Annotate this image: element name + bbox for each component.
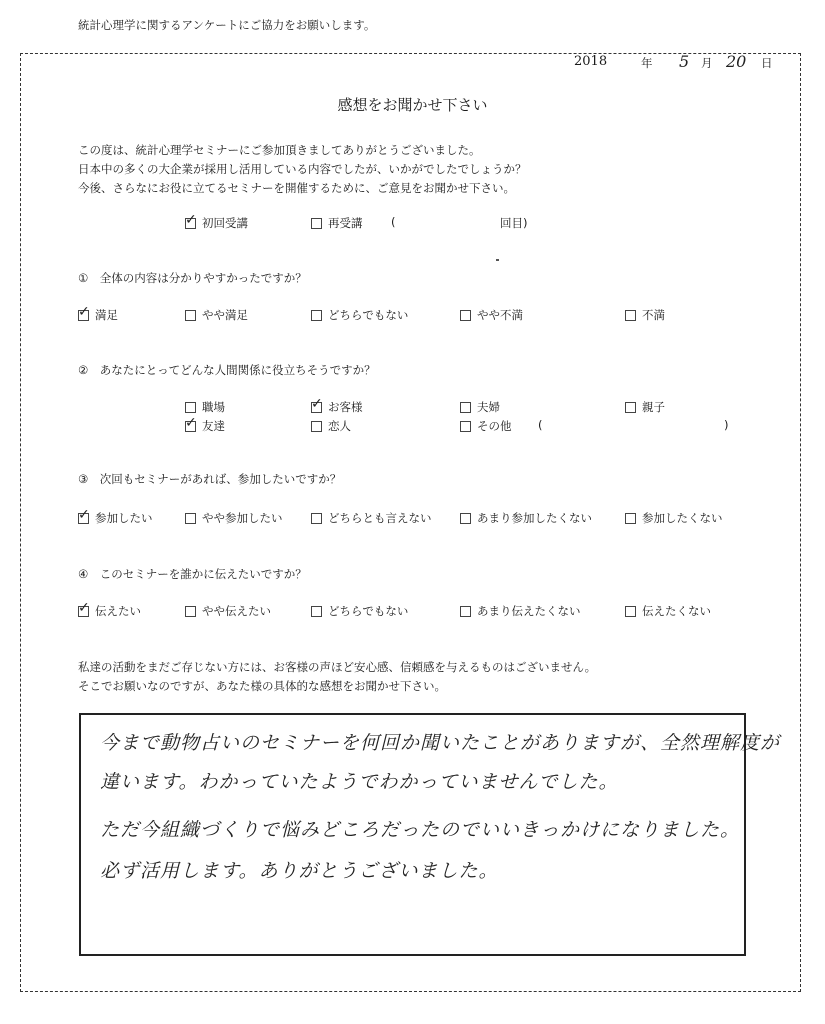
q1-option-1[interactable] bbox=[78, 303, 118, 323]
q2-option-6[interactable] bbox=[311, 418, 351, 434]
comment-line-3: ただ今組織づくりで悩みどころだったのでいいきっかけになりました。 bbox=[100, 819, 741, 841]
option-label: 参加したい bbox=[95, 511, 153, 525]
date-month: 5 bbox=[679, 52, 690, 71]
question-2: ② あなたにとってどんな人間関係に役立ちそうですか？ bbox=[78, 363, 376, 377]
option-label: 満足 bbox=[95, 308, 118, 322]
checkbox[interactable] bbox=[311, 310, 322, 321]
check-mark-icon: ✓ bbox=[78, 599, 90, 616]
q2-option-5[interactable] bbox=[185, 414, 225, 434]
checkbox[interactable] bbox=[460, 402, 471, 413]
q2-other-paren-open: ( bbox=[538, 418, 543, 432]
checkbox[interactable] bbox=[311, 513, 322, 524]
q4-option-1[interactable] bbox=[78, 599, 141, 619]
attendance-first-label: 初回受講 bbox=[202, 216, 248, 230]
checkbox[interactable] bbox=[78, 506, 90, 524]
option-label: 職場 bbox=[202, 400, 225, 414]
option-label: どちらとも言えない bbox=[328, 511, 432, 525]
q4-option-4[interactable] bbox=[460, 603, 581, 619]
check-mark-icon: ✓ bbox=[311, 395, 323, 412]
option-label: 親子 bbox=[642, 400, 665, 414]
intro-line-2: 日本中の多くの大企業が採用し活用している内容でしたが、いかがでしたでしょうか？ bbox=[78, 162, 527, 176]
survey-header: 統計心理学に関するアンケートにご協力をお願いします。 bbox=[78, 18, 376, 32]
checkbox[interactable] bbox=[625, 513, 636, 524]
checkbox[interactable] bbox=[460, 606, 471, 617]
checkbox[interactable] bbox=[625, 402, 636, 413]
q4-option-3[interactable] bbox=[311, 603, 408, 619]
option-label: 夫婦 bbox=[477, 400, 500, 414]
comment-line-2: 違います。わかっていたようでわかっていませんでした。 bbox=[100, 771, 619, 793]
check-mark-icon: ✓ bbox=[78, 506, 90, 523]
checkbox[interactable] bbox=[78, 599, 90, 617]
intro-line-1: この度は、統計心理学セミナーにご参加頂きましてありがとうございました。 bbox=[78, 143, 481, 157]
comment-line-1: 今まで動物占いのセミナーを何回か聞いたことがありますが、全然理解度が bbox=[100, 732, 781, 754]
check-mark-icon: ✓ bbox=[185, 414, 197, 431]
q2-option-3[interactable] bbox=[460, 399, 500, 415]
question-3: ③ 次回もセミナーがあれば、参加したいですか？ bbox=[78, 472, 342, 486]
checkbox[interactable] bbox=[311, 421, 322, 432]
q3-option-3[interactable] bbox=[311, 510, 432, 526]
option-label: 伝えたい bbox=[95, 604, 141, 618]
intro-line-3: 今後、さらなにお役に立てるセミナーを開催するために、ご意見をお聞かせ下さい。 bbox=[78, 181, 515, 195]
date-day: 20 bbox=[726, 52, 747, 71]
q1-option-5[interactable] bbox=[625, 307, 665, 323]
option-label: やや伝えたい bbox=[202, 604, 271, 618]
option-label: どちらでもない bbox=[328, 604, 409, 618]
option-label: 参加したくない bbox=[642, 511, 723, 525]
closing-line-1: 私達の活動をまだご存じない方には、お客様の声ほど安心感、信頼感を与えるものはございません。 bbox=[78, 660, 597, 674]
checkbox[interactable] bbox=[460, 513, 471, 524]
q2-option-4[interactable] bbox=[625, 399, 665, 415]
checkbox[interactable] bbox=[78, 303, 90, 321]
comment-line-4: 必ず活用します。ありがとうございました。 bbox=[100, 860, 499, 882]
attendance-repeat-option[interactable] bbox=[311, 215, 363, 231]
option-label: 伝えたくない bbox=[642, 604, 711, 618]
date-month-unit: 月 bbox=[701, 56, 713, 70]
option-label: やや満足 bbox=[202, 308, 248, 322]
q4-option-5[interactable] bbox=[625, 603, 711, 619]
checkbox[interactable] bbox=[311, 395, 323, 413]
q3-option-4[interactable] bbox=[460, 510, 592, 526]
option-label: あまり伝えたくない bbox=[477, 604, 581, 618]
option-label: 友達 bbox=[202, 419, 225, 433]
checkbox[interactable] bbox=[625, 310, 636, 321]
q2-option-2[interactable] bbox=[311, 395, 363, 415]
option-label: やや不満 bbox=[477, 308, 523, 322]
date-year-unit: 年 bbox=[641, 56, 653, 70]
option-label: あまり参加したくない bbox=[477, 511, 592, 525]
checkbox[interactable] bbox=[185, 513, 196, 524]
stray-mark bbox=[496, 259, 499, 261]
closing-line-2: そこでお願いなのですが、あなた様の具体的な感想をお聞かせ下さい。 bbox=[78, 679, 446, 693]
check-mark-icon: ✓ bbox=[185, 211, 197, 228]
checkbox[interactable] bbox=[460, 421, 471, 432]
q2-other-paren-close: ) bbox=[724, 418, 729, 432]
checkbox[interactable] bbox=[185, 414, 197, 432]
attendance-first-option[interactable] bbox=[185, 211, 248, 231]
question-1: ① 全体の内容は分かりやすかったですか？ bbox=[78, 271, 307, 285]
q1-option-2[interactable] bbox=[185, 307, 248, 323]
option-label: どちらでもない bbox=[328, 308, 409, 322]
option-label: その他 bbox=[477, 419, 512, 433]
checkbox[interactable] bbox=[185, 402, 196, 413]
q2-option-7[interactable] bbox=[460, 418, 512, 434]
checkbox-first[interactable] bbox=[185, 211, 197, 229]
check-mark-icon: ✓ bbox=[78, 303, 90, 320]
q1-option-4[interactable] bbox=[460, 307, 523, 323]
checkbox[interactable] bbox=[625, 606, 636, 617]
option-label: 不満 bbox=[642, 308, 665, 322]
q3-option-1[interactable] bbox=[78, 506, 153, 526]
attendance-paren-open: ( bbox=[391, 215, 396, 229]
attendance-count-suffix: 回目) bbox=[500, 216, 528, 230]
page-title: 感想をお聞かせ下さい bbox=[337, 96, 488, 114]
checkbox-repeat[interactable] bbox=[311, 218, 322, 229]
checkbox[interactable] bbox=[460, 310, 471, 321]
option-label: やや参加したい bbox=[202, 511, 283, 525]
date-day-unit: 日 bbox=[761, 56, 773, 70]
option-label: 恋人 bbox=[328, 419, 351, 433]
q3-option-5[interactable] bbox=[625, 510, 723, 526]
q2-option-1[interactable] bbox=[185, 399, 225, 415]
checkbox[interactable] bbox=[185, 310, 196, 321]
checkbox[interactable] bbox=[185, 606, 196, 617]
q1-option-3[interactable] bbox=[311, 307, 408, 323]
option-label: お客様 bbox=[328, 400, 363, 414]
q4-option-2[interactable] bbox=[185, 603, 271, 619]
checkbox[interactable] bbox=[311, 606, 322, 617]
date-year: 2018 bbox=[574, 54, 608, 69]
attendance-repeat-label: 再受講 bbox=[328, 216, 363, 230]
question-4: ④ このセミナーを誰かに伝えたいですか？ bbox=[78, 567, 307, 581]
q3-option-2[interactable] bbox=[185, 510, 283, 526]
